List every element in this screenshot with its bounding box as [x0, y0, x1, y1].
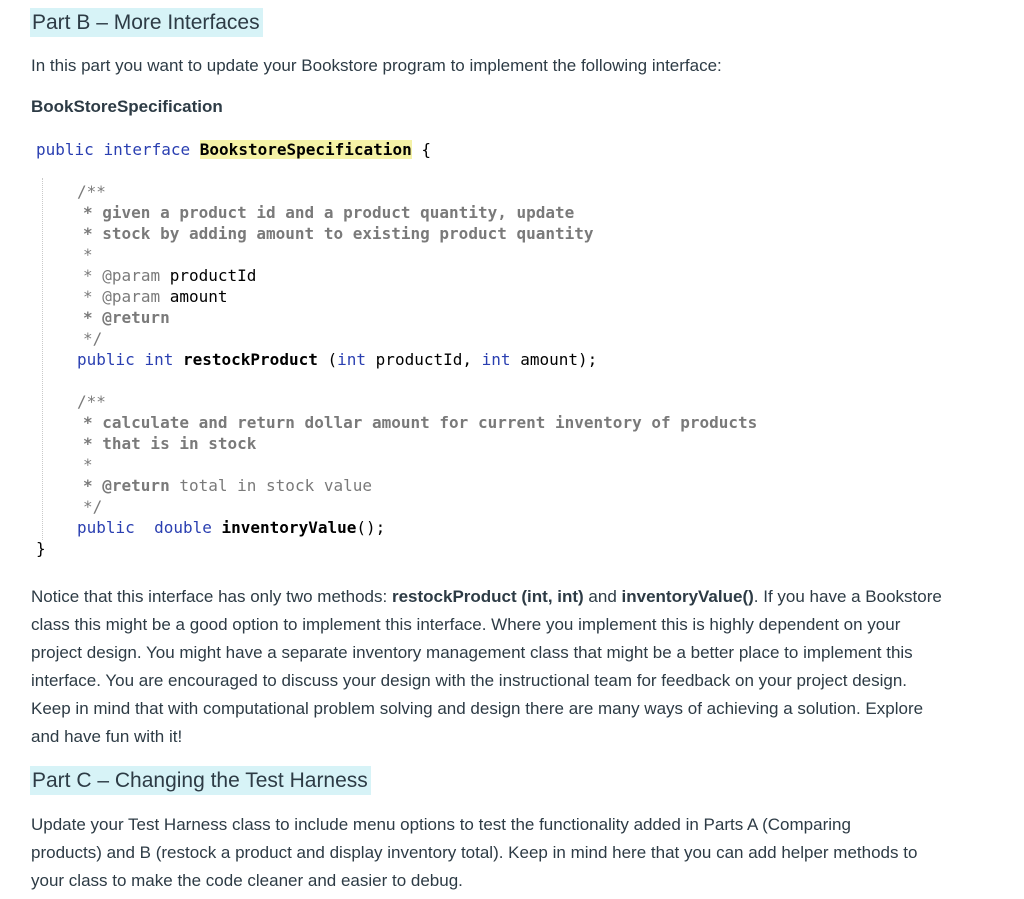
notice-line-5: Keep in mind that with computational problem solving and design there are many ways of achieving a solution. Explore	[31, 699, 924, 718]
code-method-inventory: public double inventoryValue();	[77, 518, 386, 537]
notice-line-1: Notice that this interface has only two methods: restockProduct (int, int) and inventoryValue(). If you have a Bookstore	[31, 587, 942, 606]
code-comment-2-line-1: * calculate and return dollar amount for current inventory of products	[83, 413, 758, 432]
method-restock-ref: restockProduct (int, int)	[391, 587, 584, 606]
code-comment-2-close: */	[83, 497, 103, 516]
code-comment-1-param-2: * @param amount	[83, 287, 228, 306]
interface-name: BookstoreSpecification	[199, 140, 412, 159]
code-comment-1-return: * @return	[83, 308, 170, 327]
code-line-interface: public interface BookstoreSpecification {	[36, 140, 431, 159]
code-comment-1-line-1: * given a product id and a product quantity, update	[83, 203, 575, 222]
notice-line-6: and have fun with it!	[31, 727, 183, 746]
code-comment-2-line-2: * that is in stock	[83, 434, 257, 453]
part-b-heading: Part B – More Interfaces	[30, 8, 263, 37]
code-comment-2-return: * @return total in stock value	[83, 476, 372, 495]
code-comment-1-param-1: * @param productId	[83, 266, 257, 285]
method-inventory-ref: inventoryValue()	[621, 587, 754, 606]
notice-line-3: project design. You might have a separate inventory management class that might be a better place to implement this	[31, 643, 913, 662]
code-comment-2-line-3: *	[83, 455, 93, 474]
code-comment-1-close: */	[83, 329, 103, 348]
part-c-line-3: your class to make the code cleaner and easier to debug.	[31, 871, 463, 890]
notice-line-4: interface. You are encouraged to discuss your design with the instructional team for feedback on your project design.	[31, 671, 908, 690]
code-comment-1-line-2: * stock by adding amount to existing product quantity	[83, 224, 594, 243]
code-comment-1-open: /**	[77, 182, 106, 201]
interface-subheading: BookStoreSpecification	[31, 97, 223, 116]
part-b-intro: In this part you want to update your Bookstore program to implement the following interface:	[31, 56, 722, 75]
code-method-restock: public int restockProduct (int productId, int amount);	[77, 350, 598, 369]
part-c-line-2: products) and B (restock a product and display inventory total). Keep in mind here that you can add helper methods to	[31, 843, 918, 862]
code-comment-2-open: /**	[77, 392, 106, 411]
code-block	[36, 137, 836, 567]
code-close-brace: }	[36, 539, 46, 558]
part-c-line-1: Update your Test Harness class to include menu options to test the functionality added in Parts A (Comparing	[31, 815, 851, 834]
code-comment-1-line-3: *	[83, 245, 93, 264]
part-c-heading: Part C – Changing the Test Harness	[30, 766, 371, 795]
notice-line-2: class this might be a good option to implement this interface. Where you implement this is highly dependent on your	[31, 615, 901, 634]
